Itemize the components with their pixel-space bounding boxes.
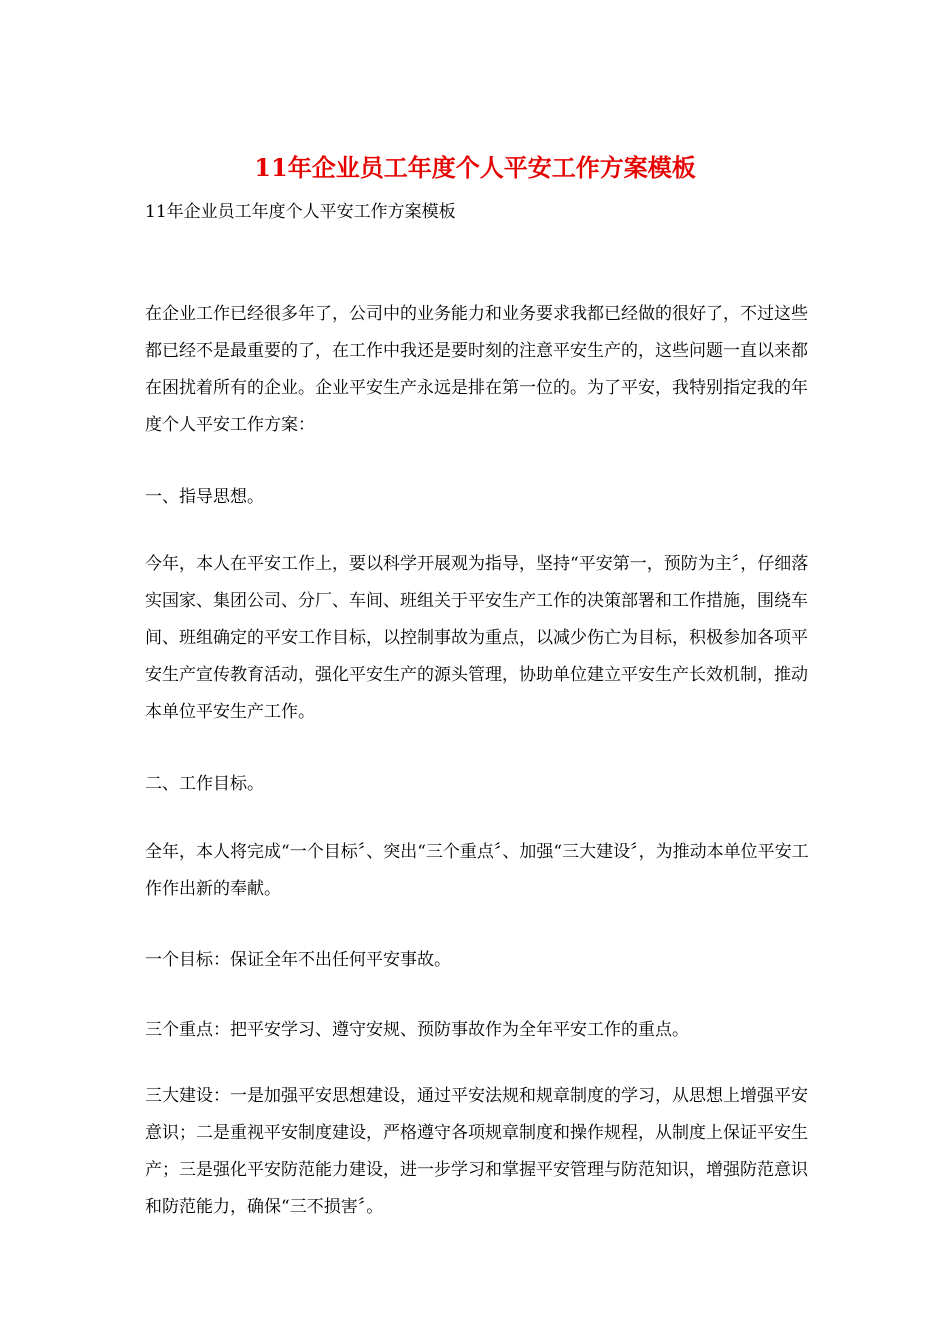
paragraph-one-goal: 一个目标：保证全年不出任何平安事故。 (145, 950, 451, 970)
document-title: 11年企业员工年度个人平安工作方案模板 (254, 153, 696, 182)
paragraph-work-goals: 全年，本人将完成“一个目标〞、突出“三个重点〞、加强“三大建设〞，为推动本单位平安工作作出新的奉献。 (145, 842, 809, 899)
paragraph-guiding-ideology: 今年，本人在平安工作上，要以科学开展观为指导，坚持“平安第一，预防为主〞，仔细落实国家、集团公司、分厂、车间、班组关于平安生产工作的决策部署和工作措施，围绕车间、班组确定的平安工作目标，以控制事故为重点，以减少伤亡为目标，积极参加各项平安生产宣传教育活动，强化平安生产的源头管理，协助单位建立平安生产长效机制，推动本单位平安生产工作。 (145, 554, 809, 722)
document-subtitle: 11年企业员工年度个人平安工作方案模板 (145, 202, 456, 222)
section-heading-work-goals: 二、工作目标。 (145, 774, 264, 794)
section-heading-guiding-ideology: 一、指导思想。 (145, 487, 264, 507)
paragraph-three-focuses: 三个重点：把平安学习、遵守安规、预防事故作为全年平安工作的重点。 (145, 1020, 689, 1040)
paragraph-intro: 在企业工作已经很多年了，公司中的业务能力和业务要求我都已经做的很好了，不过这些都已经不是最重要的了，在工作中我还是要时刻的注意平安生产的，这些问题一直以来都在困扰着所有的企业。企业平安生产永远是排在第一位的。为了平安，我特别指定我的年度个人平安工作方案： (145, 304, 808, 435)
paragraph-three-constructions: 三大建设：一是加强平安思想建设，通过平安法规和规章制度的学习，从思想上增强平安意识；二是重视平安制度建设，严格遵守各项规章制度和操作规程，从制度上保证平安生产；三是强化平安防范能力建设，进一步学习和掌握平安管理与防范知识，增强防范意识和防范能力，确保“三不损害〞。 (145, 1086, 808, 1217)
